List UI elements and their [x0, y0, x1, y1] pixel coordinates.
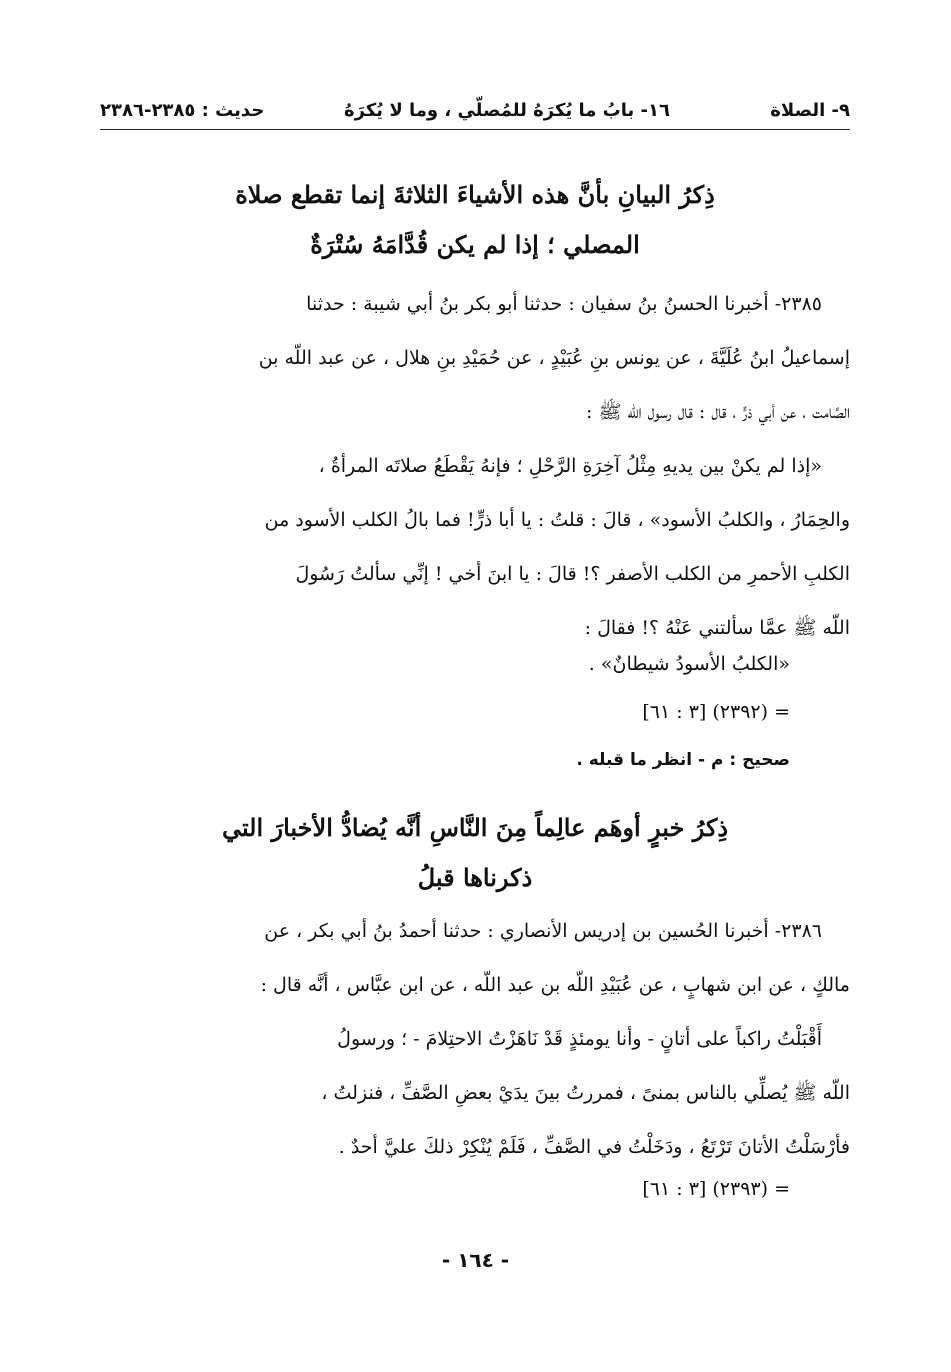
grading-note: صحيح : م - انظر ما قبله . — [576, 750, 790, 770]
matn-line: الكلبِ الأحمرِ من الكلب الأصفر ؟! قالَ : يا ابنَ أخي ! إنِّي سألتُ رَسُولَ — [295, 563, 850, 585]
prophetic-quote: «الكلبُ الأسودُ شيطانٌ» . — [588, 653, 790, 675]
section-title: ١٦- بابُ ما يُكرَهُ للمُصلّي ، وما لا يُكرَهُ — [344, 100, 670, 121]
heading-line: المصلي ؛ إذا لم يكن قُدَّامَهُ سُتْرَةٌ — [310, 230, 640, 259]
isnad-line: ٢٣٨٥- أخبرنا الحسنُ بنُ سفيان : حدثنا أبو بكر بنُ أبي شيبة : حدثنا — [306, 293, 822, 315]
isnad-line: إسماعيلُ ابنُ عُلَيَّةَ ، عن يونس بنِ عُبَيْدٍ ، عن حُمَيْدِ بنِ هلال ، عن عبد اللّه بن — [258, 347, 850, 369]
matn-line: «إذا لم يكنْ بين يديهِ مِثْلُ آخِرَةِ الرَّحْلِ ؛ فإنهُ يَقْطَعُ صلاتَه المرأةُ ، — [318, 455, 822, 477]
hadith-range: حديث : ٢٣٨٥-٢٣٨٦ — [100, 100, 265, 121]
cross-reference: = (٢٣٩٢) [٣ : ٦١] — [642, 701, 790, 723]
matn-line: اللّه ﷺ يُصلِّي بالناس بمنىً ، فمررتُ بينَ يدَيْ بعضِ الصَّفِّ ، فنزلتُ ، — [321, 1082, 850, 1104]
running-header — [100, 96, 850, 128]
heading-line: ذكرناها قبلُ — [417, 863, 533, 892]
matn-line: فأرْسَلْتُ الأتانَ تَرْتَعُ ، ودَخَلْتُ في الصَّفِّ ، فَلَمْ يُنْكِرْ ذلكَ عليَّ أحدٌ . — [338, 1136, 850, 1158]
isnad-line: مالكٍ ، عن ابن شهابٍ ، عن عُبَيْدِ اللّه بن عبد اللّه ، عن ابن عبَّاس ، أنَّه قال : — [260, 974, 850, 996]
chapter-title: ٩- الصلاة — [770, 100, 850, 121]
chapter-heading-2 — [100, 803, 850, 903]
chapter-heading-1 — [100, 170, 850, 270]
matn-line: اللّه ﷺ عمَّا سألتني عَنْهُ ؟! فقالَ : — [584, 617, 850, 639]
heading-line: ذِكرُ خبرٍ أوهَم عالِماً مِنَ النَّاسِ أنَّه يُضادُّ الأخبارَ التي — [221, 813, 729, 842]
isnad-line: الصَّامت ، عن أبي ذرٍّ ، قال : قال رسول اللّه ﷺ : — [586, 401, 850, 423]
hadith-2385-tail — [100, 640, 850, 784]
matn-line: والحِمَارُ ، والكلبُ الأسود» ، قالَ : قلتُ : يا أبا ذرٍّ! فما بالُ الكلب الأسود من — [264, 509, 850, 531]
hadith-2386 — [100, 904, 850, 1174]
matn-line: أَقْبَلْتُ راكباً على أتانٍ - وأنا يومئذٍ قَدْ نَاهَزْتُ الاحتِلامَ - ؛ ورسولُ — [337, 1028, 822, 1050]
hadith-2386-tail — [100, 1165, 850, 1213]
heading-line: ذِكرُ البيانِ بأنَّ هذه الأشياءَ الثلاثةَ إنما تقطع صلاة — [235, 180, 715, 209]
header-rule — [100, 129, 850, 130]
hadith-2385 — [100, 277, 850, 655]
cross-reference: = (٢٣٩٣) [٣ : ٦١] — [642, 1178, 790, 1200]
page-number: - ١٦٤ - — [441, 1248, 510, 1272]
isnad-line: ٢٣٨٦- أخبرنا الحُسين بن إدريس الأنصاري : حدثنا أحمدُ بنُ أبي بكر ، عن — [264, 920, 822, 942]
